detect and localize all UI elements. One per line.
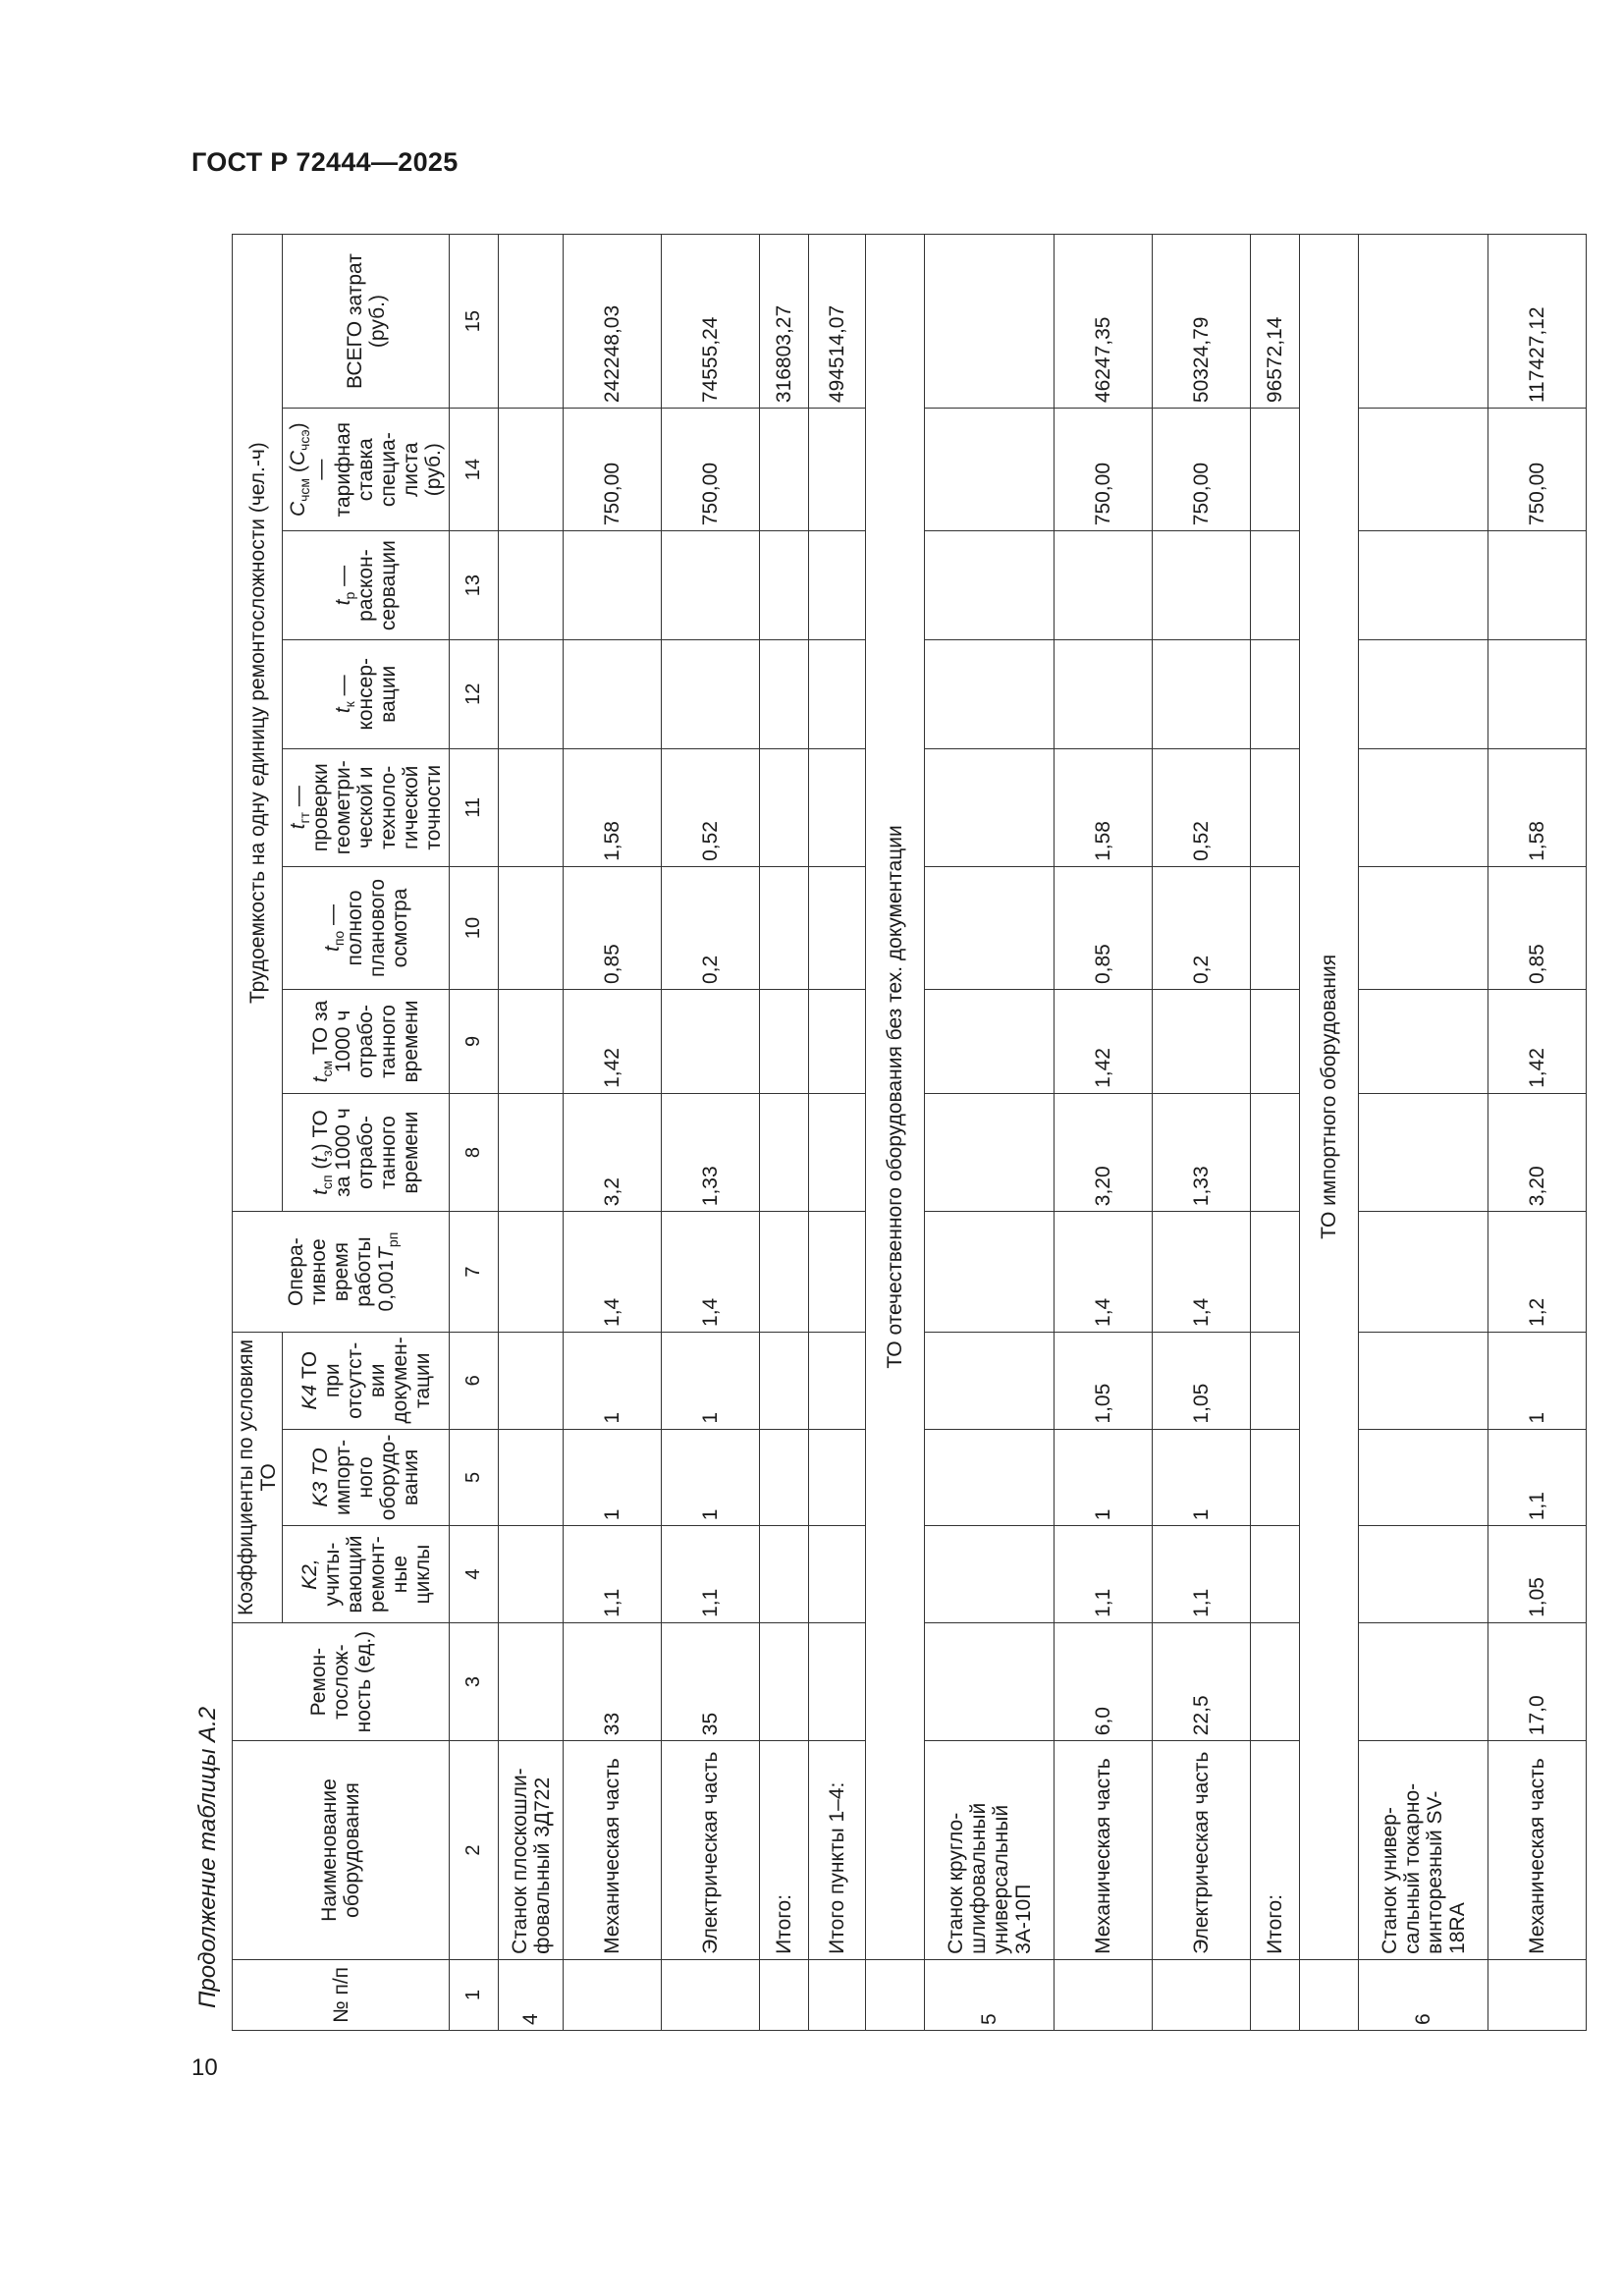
empty-cell [564,1959,662,2030]
data-cell: 1 [1153,1429,1251,1526]
empty-cell [760,1959,809,2030]
empty-cell [925,748,1055,866]
data-cell [662,531,760,640]
empty-cell [760,531,809,640]
data-cell [1055,531,1153,640]
header-group-coefficients: Коэффициенты по условиям ТО [233,1332,283,1622]
empty-cell [1359,990,1488,1094]
column-number: 15 [450,235,499,409]
equipment-name: Станок универ-сальный токарно-винторезный SV-18RA [1359,1741,1488,1960]
data-cell: 1 [1488,1332,1587,1429]
header-group-labor: Трудоемкость на одну единицу ремонтосложности (чел.-ч) [233,235,283,1212]
empty-cell [925,639,1055,748]
empty-cell [809,990,866,1094]
empty-cell [760,1332,809,1429]
empty-cell [925,409,1055,531]
table-row-data [1055,235,1153,2031]
total-value: 494514,07 [809,235,866,409]
empty-cell [1251,639,1300,748]
empty-cell [1359,1622,1488,1740]
table-row-group [499,235,564,2031]
empty-cell [499,235,564,409]
empty-cell [925,1526,1055,1623]
empty-cell [809,409,866,531]
empty-cell [662,1959,760,2030]
data-table [232,234,1548,2031]
data-cell: 6,0 [1055,1622,1153,1740]
empty-cell [499,990,564,1094]
header-tpo: $t_{по}$ — полного планового осмотра [283,866,450,989]
empty-cell [925,235,1055,409]
header-k4: K4 ТО при отсутст-вии докумен-тации [283,1332,450,1429]
data-cell: 1 [564,1429,662,1526]
column-number: 12 [450,639,499,748]
data-cell [1488,639,1587,748]
column-number: 11 [450,748,499,866]
empty-cell [760,1622,809,1740]
header-tsp: $t_{сп}$ $(t_з)$ ТО за 1000 ч отрабо-танного времени [283,1093,450,1211]
empty-cell [925,1093,1055,1211]
empty-cell [1359,1093,1488,1211]
empty-cell [1359,1526,1488,1623]
empty-cell [499,1429,564,1526]
empty-cell [760,1212,809,1333]
standard-header: ГОСТ Р 72444—2025 [191,147,459,177]
empty-cell [925,1212,1055,1333]
column-number: 1 [450,1959,499,2030]
table-row-section [866,235,925,2031]
row-number: 6 [1359,1959,1488,2030]
empty-cell [1251,1332,1300,1429]
row-number: 5 [925,1959,1055,2030]
header-repair-complexity: Ремон-тослож-ность (ед.) [233,1622,450,1740]
column-number: 13 [450,531,499,640]
empty-cell [499,1332,564,1429]
header-tgt: $t_{гт}$ — проверки геометри-ческой и техноло-гической точности [283,748,450,866]
data-cell: 1,4 [1153,1212,1251,1333]
empty-cell [809,1622,866,1740]
data-cell: 0,52 [1153,748,1251,866]
part-name: Электрическая часть [662,1741,760,1960]
data-cell: 1,42 [1488,990,1587,1094]
empty-cell [760,639,809,748]
header-k2: K2, учиты-вающий ремонт-ные циклы [283,1526,450,1623]
empty-cell [760,990,809,1094]
data-cell: 1,33 [662,1093,760,1211]
data-cell: 1,1 [564,1526,662,1623]
part-name: Механическая часть [1488,1741,1587,1960]
table-row-total [760,235,809,2031]
table-row-data [564,235,662,2031]
data-cell [1488,531,1587,640]
empty-cell [925,866,1055,989]
table-caption: Продолжение таблицы А.2 [194,1706,221,2008]
empty-cell [809,1332,866,1429]
empty-cell [1359,1212,1488,1333]
table-row-section [1300,235,1359,2031]
data-cell: 0,2 [662,866,760,989]
data-cell [1153,531,1251,640]
header-total-cost: ВСЕГО затрат (руб.) [283,235,450,409]
data-cell: 33 [564,1622,662,1740]
empty-cell [1359,748,1488,866]
data-cell [662,990,760,1094]
data-cell: 50324,79 [1153,235,1251,409]
data-cell: 0,85 [1488,866,1587,989]
empty-cell [499,1093,564,1211]
table-row-group [1359,235,1488,2031]
empty-cell [1251,1093,1300,1211]
equipment-name: Станок кругло-шлифовальный универсальный 3А-10П [925,1741,1055,1960]
empty-cell [1251,1526,1300,1623]
total-value: 96572,14 [1251,235,1300,409]
data-cell: 750,00 [1153,409,1251,531]
section-heading: ТО импортного оборудования [1300,235,1359,1960]
data-cell: 1,4 [662,1212,760,1333]
equipment-name: Станок плоскошли-фовальный 3Д722 [499,1741,564,1960]
empty-cell [1359,409,1488,531]
table-row-total [1251,235,1300,2031]
data-cell: 1,05 [1153,1332,1251,1429]
empty-cell [499,866,564,989]
empty-cell [925,990,1055,1094]
header-no: № п/п [233,1959,450,2030]
column-number: 10 [450,866,499,989]
data-cell: 1 [1055,1429,1153,1526]
header-tk: $t_к$ — консер-вации [283,639,450,748]
data-cell: 35 [662,1622,760,1740]
table-row-total [809,235,866,2031]
empty-cell [809,1093,866,1211]
data-cell: 1,1 [662,1526,760,1623]
data-cell: 0,2 [1153,866,1251,989]
column-number: 5 [450,1429,499,1526]
empty-cell [809,748,866,866]
empty-cell [1251,866,1300,989]
section-heading: ТО отечественного оборудования без тех. документации [866,235,925,1960]
empty-cell [1251,409,1300,531]
empty-cell [1251,748,1300,866]
column-number: 3 [450,1622,499,1740]
data-cell: 1,2 [1488,1212,1587,1333]
empty-cell [1251,1429,1300,1526]
table-row-data [1153,235,1251,2031]
column-number: 2 [450,1741,499,1960]
total-value: 316803,27 [760,235,809,409]
table-row-group [925,235,1055,2031]
column-number: 6 [450,1332,499,1429]
data-cell: 3,2 [564,1093,662,1211]
data-cell: 0,85 [564,866,662,989]
data-cell [1055,639,1153,748]
empty-cell [1251,1959,1300,2030]
data-cell: 242248,03 [564,235,662,409]
empty-cell [499,409,564,531]
empty-cell [809,1429,866,1526]
data-cell: 1,58 [564,748,662,866]
empty-cell [1359,531,1488,640]
empty-cell [499,1526,564,1623]
column-number: 9 [450,990,499,1094]
empty-cell [1251,1622,1300,1740]
data-cell: 750,00 [564,409,662,531]
empty-cell [809,1959,866,2030]
table-row-data [1488,235,1587,2031]
header-tsm: $t_{см}$ ТО за 1000 ч отрабо-танного времени [283,990,450,1094]
empty-cell [499,1212,564,1333]
empty-cell [760,748,809,866]
data-cell: 17,0 [1488,1622,1587,1740]
table-row-data [662,235,760,2031]
column-number: 8 [450,1093,499,1211]
empty-cell [760,409,809,531]
header-operative-time: Опера-тивное время работы $0,001T_{рп}$ [233,1212,450,1333]
empty-cell [1153,1959,1251,2030]
empty-cell [925,1429,1055,1526]
empty-cell [809,1212,866,1333]
empty-cell [760,1093,809,1211]
empty-cell [1055,1959,1153,2030]
data-cell: 3,20 [1055,1093,1153,1211]
data-cell: 3,20 [1488,1093,1587,1211]
empty-cell [760,1526,809,1623]
empty-cell [499,748,564,866]
empty-cell [1359,639,1488,748]
data-cell: 750,00 [1055,409,1153,531]
data-cell: 1,58 [1488,748,1587,866]
data-cell [662,639,760,748]
empty-cell [1488,1959,1587,2030]
data-cell: 1,58 [1055,748,1153,866]
data-cell: 1 [564,1332,662,1429]
data-cell: 1,05 [1055,1332,1153,1429]
empty-cell [809,1526,866,1623]
empty-cell [809,639,866,748]
empty-cell [1359,235,1488,409]
data-cell: 0,52 [662,748,760,866]
column-number: 14 [450,409,499,531]
data-cell: 117427,12 [1488,235,1587,409]
empty-cell [809,531,866,640]
empty-cell [1300,1959,1359,2030]
empty-cell [925,1622,1055,1740]
data-cell: 22,5 [1153,1622,1251,1740]
data-cell: 1,4 [564,1212,662,1333]
empty-cell [925,1332,1055,1429]
data-cell: 1,42 [564,990,662,1094]
total-label: Итого пункты 1–4: [809,1741,866,1960]
empty-cell [1359,866,1488,989]
row-number: 4 [499,1959,564,2030]
empty-cell [925,531,1055,640]
empty-cell [760,866,809,989]
empty-cell [499,531,564,640]
data-cell: 1 [662,1332,760,1429]
data-cell [564,639,662,748]
data-cell: 0,85 [1055,866,1153,989]
header-name: Наименование оборудования [233,1741,450,1960]
column-number-row [450,235,499,2031]
header-k3: K3 ТО импорт-ного оборудо-вания [283,1429,450,1526]
part-name: Электрическая часть [1153,1741,1251,1960]
data-cell [1153,990,1251,1094]
data-cell: 1 [662,1429,760,1526]
data-cell [1153,639,1251,748]
part-name: Механическая часть [564,1741,662,1960]
data-cell: 1,05 [1488,1526,1587,1623]
empty-cell [1251,990,1300,1094]
data-cell [564,531,662,640]
part-name: Механическая часть [1055,1741,1153,1960]
empty-cell [1251,1212,1300,1333]
empty-cell [1251,531,1300,640]
data-cell: 1,42 [1055,990,1153,1094]
data-cell: 1,4 [1055,1212,1153,1333]
data-cell: 74555,24 [662,235,760,409]
data-cell: 750,00 [1488,409,1587,531]
data-cell: 1,33 [1153,1093,1251,1211]
empty-cell [866,1959,925,2030]
data-cell: 46247,35 [1055,235,1153,409]
data-cell: 1,1 [1055,1526,1153,1623]
total-label: Итого: [1251,1741,1300,1960]
data-cell: 1,1 [1153,1526,1251,1623]
column-number: 4 [450,1526,499,1623]
column-number: 7 [450,1212,499,1333]
empty-cell [1359,1429,1488,1526]
total-label: Итого: [760,1741,809,1960]
header-tr: $t_р$ — раскон-сервации [283,531,450,640]
empty-cell [1359,1332,1488,1429]
data-cell: 1,1 [1488,1429,1587,1526]
page-number: 10 [191,2054,218,2081]
data-cell: 750,00 [662,409,760,531]
empty-cell [760,1429,809,1526]
header-rate: $C_{чсм}$ $(C_{чсэ})$ — тарифная ставка специа-листа (руб.) [283,409,450,531]
empty-cell [499,1622,564,1740]
empty-cell [809,866,866,989]
empty-cell [499,639,564,748]
